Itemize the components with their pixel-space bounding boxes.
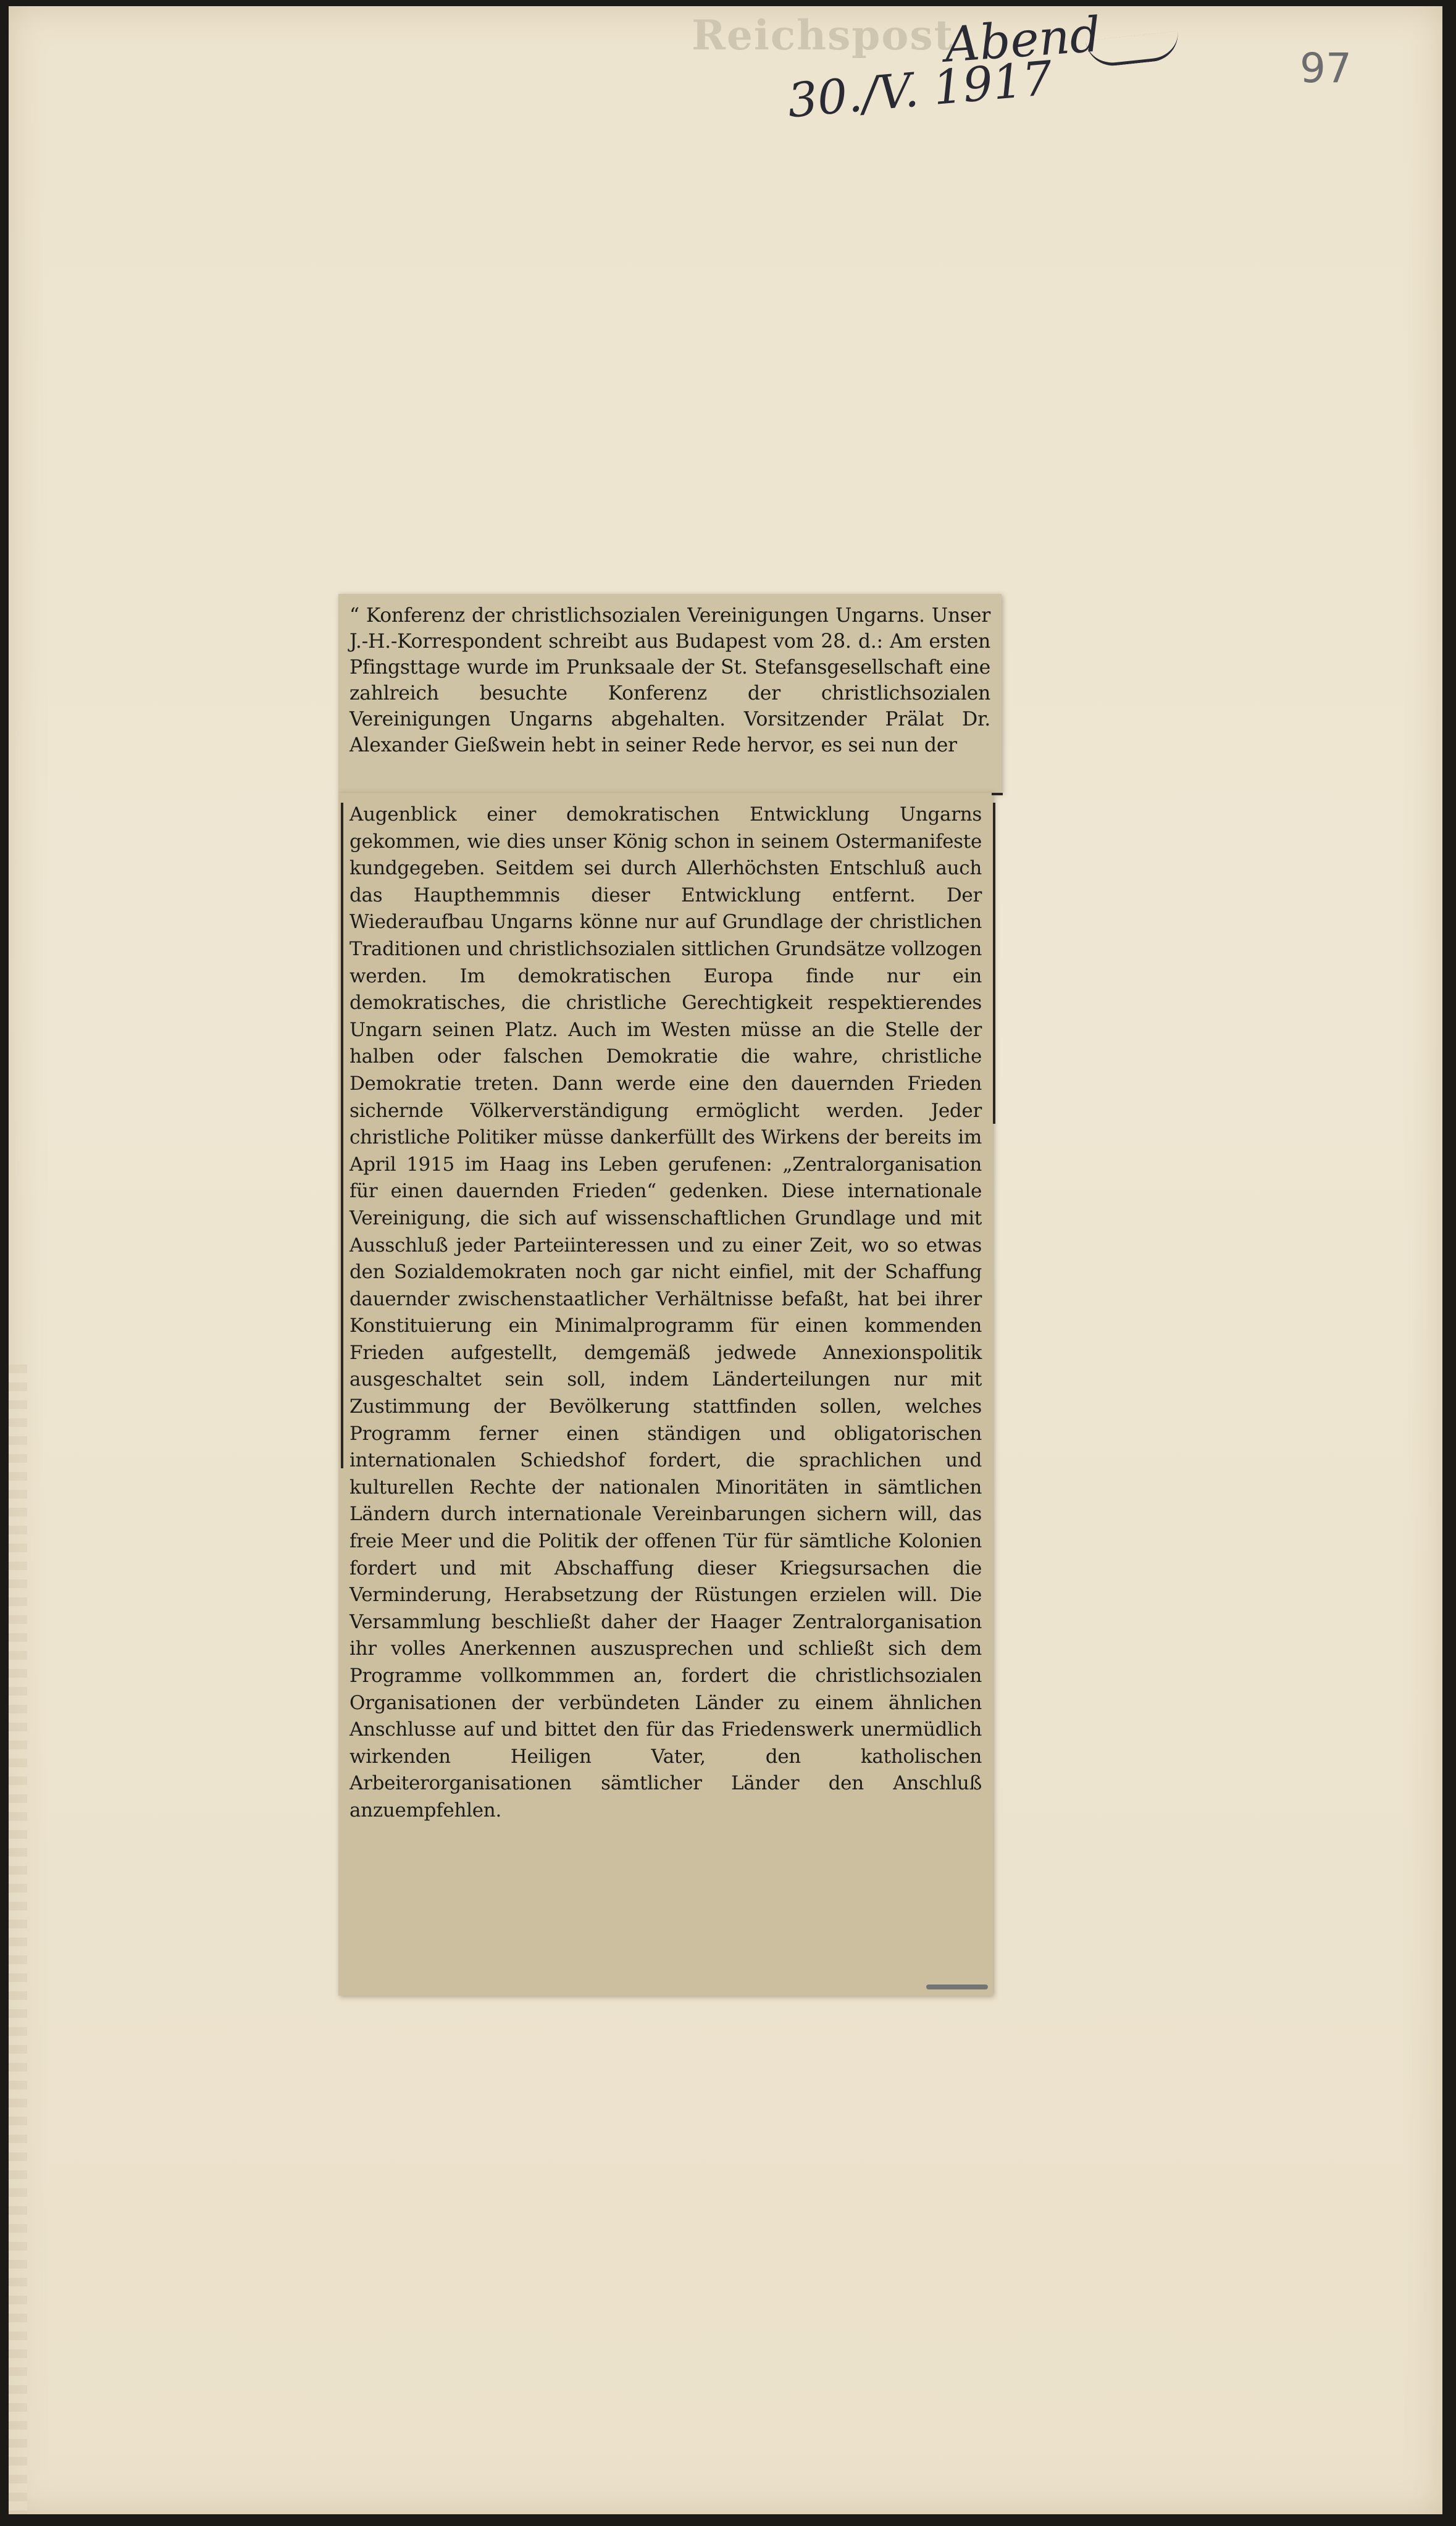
column-rule-corner <box>992 793 1003 795</box>
handwritten-date: 30./V. 1917 <box>785 50 1055 128</box>
column-rule-left <box>341 803 343 1468</box>
clipping-body-block <box>338 793 993 1996</box>
article-body-text: Augenblick einer demokratischen Entwicklung Ungarns gekommen, wie dies unser König schon in seinem Ostermanifeste kundgegeben. Seitdem sei durch Allerhöchsten Entschluß auch das Haupthemmnis dieser Entwicklung entfernt. Der Wiederaufbau Ungarns könne nur auf Grundlage der christlichen Traditionen und christlichsozialen sittlichen Grundsätze vollzogen werden. Im demokratischen Europa finde nur ein demokratisches, die christliche Gerechtigkeit respektierendes Ungarn seinen Platz. Auch im Westen müsse an die Stelle der halben oder falschen Demokratie die wahre, christliche Demokratie treten. Dann werde eine den dauernden Frieden sichernde Völkerverständigung ermöglicht werden. Jeder christliche Politiker müsse dankerfüllt des Wirkens der bereits im April 1915 im Haag ins Leben gerufenen: „Zentralorganisation für einen dauernden Frieden“ gedenken. Diese internationale Vereinigung, die sich auf wissenschaftlichen Grundlage und mit Ausschluß jeder Parteiinteressen und zu einer Zeit, wo so etwas den Sozialdemokraten noch gar nicht einfiel, mit der Schaffung dauernder zwischenstaatlicher Verhältnisse befaßt, hat bei ihrer Konstituierung ein Minimalprogramm für einen kommenden Frieden aufgestellt, demgemäß jedwede Annexionspolitik ausgeschaltet sein soll, indem Länderteilungen nur mit Zustimmung der Bevölkerung stattfinden sollen, welches Programm ferner einen ständigen und obligatorischen internationalen Schiedshof fordert, die sprachlichen und kulturellen Rechte der nationalen Minoritäten in sämtlichen Ländern durch internationale Vereinbarungen sichern will, das freie Meer und die Politik der offenen Tür für sämtliche Kolonien fordert und mit Abschaffung dieser Kriegsursachen die Verminderung, Herabsetzung der Rüstungen erzielen will. Die Versammlung beschließt daher der Haager Zentralorganisation ihr volles Anerkennen auszusprechen und schließt sich dem Programme vollkommmen an, fordert die christlichsozialen Organisationen der verbündeten Länder zu einem ähnlichen Anschlusse auf und bittet den für das Friedenswerk unermüdlich wirkenden Heiligen Vater, den katholischen Arbeiterorganisationen sämtlicher Länder den Anschluß anzuempfehlen. <box>349 803 982 1821</box>
column-rule-right <box>993 803 995 1124</box>
article-intro-text: “ Konferenz der christlichsozialen Vereinigungen Ungarns. Unser J.-H.-Korrespondent schreibt aus Budapest vom 28. d.: Am ersten Pfingsttage wurde im Prunksaale der St. Stefansgesellschaft eine zahlreich besuchte Konferenz der christlichsozialen Vereinigungen Ungarns abgehalten. Vorsitzender Prälat Dr. Alexander Gießwein hebt in seiner Rede hervor, es sei nun der <box>349 604 990 756</box>
newspaper-stamp: Reichspost <box>692 11 955 59</box>
page-number: 97 <box>1300 44 1352 92</box>
ink-smudge <box>926 1984 988 1989</box>
torn-edge <box>9 1365 27 2514</box>
handwritten-annotation: Abend <box>943 7 1103 73</box>
clipping-top-block <box>338 594 1002 793</box>
